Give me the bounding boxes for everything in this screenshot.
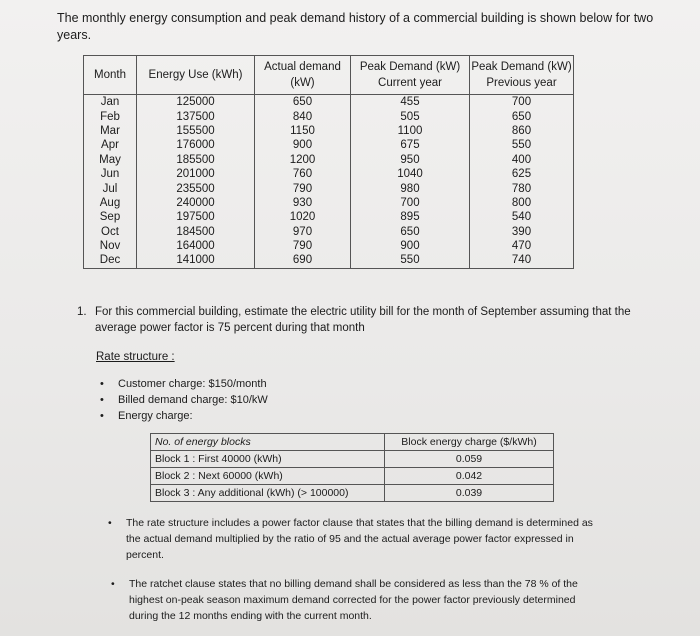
cell-peak-current: 900: [351, 239, 470, 253]
cell-actual-demand: 650: [255, 95, 351, 110]
cell-actual-demand: 840: [255, 109, 351, 123]
header-month: Month: [84, 56, 137, 95]
cell-peak-current: 550: [351, 253, 470, 268]
cell-actual-demand: 760: [255, 167, 351, 181]
cell-month: Mar: [84, 124, 137, 138]
blocks-row: [151, 468, 554, 485]
rate-bullets: [100, 376, 268, 424]
table-row: [84, 153, 574, 167]
cell-peak-current: 895: [351, 210, 470, 224]
cell-actual-demand: 790: [255, 181, 351, 195]
question-1: [77, 304, 637, 336]
block-rate: 0.059: [385, 451, 554, 468]
table-row: [84, 109, 574, 123]
table-header-row: [84, 56, 574, 95]
bullet-dot: •: [111, 578, 115, 590]
cell-month: Sep: [84, 210, 137, 224]
block-label: Block 3 : Any additional (kWh) (> 100000): [151, 485, 385, 502]
cell-peak-previous: 540: [470, 210, 574, 224]
cell-peak-previous: 400: [470, 153, 574, 167]
cell-peak-current: 980: [351, 181, 470, 195]
ratchet-clause-text: The ratchet clause states that no billing demand shall be considered as less than the 78 % of the highest on-peak season maximum demand corrected for the power factor previously determined during the 12 months ending with the current month.: [129, 578, 578, 622]
cell-energy-use: 201000: [137, 167, 255, 181]
header-actual-demand: Actual demand (kW): [255, 56, 351, 95]
cell-energy-use: 240000: [137, 196, 255, 210]
cell-peak-previous: 740: [470, 253, 574, 268]
cell-peak-current: 650: [351, 225, 470, 239]
cell-actual-demand: 1020: [255, 210, 351, 224]
cell-peak-current: 950: [351, 153, 470, 167]
cell-peak-previous: 550: [470, 138, 574, 152]
cell-month: Jun: [84, 167, 137, 181]
question-text: For this commercial building, estimate the electric utility bill for the month of September assuming that the average power factor is 75 percent during that month: [95, 306, 631, 334]
energy-blocks-table: [150, 433, 554, 502]
cell-energy-use: 141000: [137, 253, 255, 268]
cell-peak-previous: 625: [470, 167, 574, 181]
table-row: [84, 95, 574, 110]
table-row: [84, 210, 574, 224]
blocks-header-left: No. of energy blocks: [151, 434, 385, 451]
cell-month: Apr: [84, 138, 137, 152]
cell-actual-demand: 970: [255, 225, 351, 239]
cell-peak-current: 1040: [351, 167, 470, 181]
cell-energy-use: 125000: [137, 95, 255, 110]
table-row: [84, 124, 574, 138]
cell-actual-demand: 790: [255, 239, 351, 253]
cell-actual-demand: 900: [255, 138, 351, 152]
cell-peak-previous: 860: [470, 124, 574, 138]
cell-month: May: [84, 153, 137, 167]
table-row: [84, 253, 574, 268]
cell-energy-use: 184500: [137, 225, 255, 239]
cell-peak-previous: 780: [470, 181, 574, 195]
cell-peak-current: 700: [351, 196, 470, 210]
cell-peak-previous: 470: [470, 239, 574, 253]
cell-energy-use: 164000: [137, 239, 255, 253]
cell-month: Jan: [84, 95, 137, 110]
table-row: [84, 138, 574, 152]
cell-energy-use: 176000: [137, 138, 255, 152]
intro-text: The monthly energy consumption and peak demand history of a commercial building is shown below for two years.: [57, 11, 654, 42]
power-factor-clause-text: The rate structure includes a power factor clause that states that the billing demand is determined as the actual demand multiplied by the ratio of 95 and the actual average power factor expressed in percent.: [126, 517, 593, 561]
cell-month: Dec: [84, 253, 137, 268]
cell-month: Jul: [84, 181, 137, 195]
cell-month: Nov: [84, 239, 137, 253]
table-row: [84, 181, 574, 195]
block-rate: 0.042: [385, 468, 554, 485]
cell-peak-previous: 800: [470, 196, 574, 210]
bullet-dot: •: [108, 517, 112, 529]
table-row: [84, 167, 574, 181]
bullet-energy-charge: • Energy charge:: [100, 408, 268, 424]
cell-month: Aug: [84, 196, 137, 210]
power-factor-clause: [108, 515, 596, 563]
header-peak-current: Peak Demand (kW) Current year: [351, 56, 470, 95]
energy-history-table: [83, 55, 574, 269]
rate-structure-title: Rate structure :: [96, 351, 175, 363]
cell-peak-current: 675: [351, 138, 470, 152]
cell-actual-demand: 1150: [255, 124, 351, 138]
cell-energy-use: 137500: [137, 109, 255, 123]
block-rate: 0.039: [385, 485, 554, 502]
header-peak-previous: Peak Demand (kW) Previous year: [470, 56, 574, 95]
table-row: [84, 239, 574, 253]
ratchet-clause: [111, 576, 599, 624]
cell-energy-use: 235500: [137, 181, 255, 195]
blocks-row: [151, 485, 554, 502]
cell-peak-current: 505: [351, 109, 470, 123]
cell-peak-previous: 390: [470, 225, 574, 239]
cell-peak-current: 1100: [351, 124, 470, 138]
cell-peak-previous: 700: [470, 95, 574, 110]
cell-energy-use: 185500: [137, 153, 255, 167]
blocks-header-row: [151, 434, 554, 451]
cell-month: Oct: [84, 225, 137, 239]
block-label: Block 1 : First 40000 (kWh): [151, 451, 385, 468]
cell-peak-previous: 650: [470, 109, 574, 123]
cell-actual-demand: 1200: [255, 153, 351, 167]
blocks-row: [151, 451, 554, 468]
table-row: [84, 196, 574, 210]
cell-month: Feb: [84, 109, 137, 123]
blocks-header-right: Block energy charge ($/kWh): [385, 434, 554, 451]
header-energy-use: Energy Use (kWh): [137, 56, 255, 95]
cell-actual-demand: 690: [255, 253, 351, 268]
bullet-demand-charge: • Billed demand charge: $10/kW: [100, 392, 268, 408]
cell-energy-use: 197500: [137, 210, 255, 224]
cell-peak-current: 455: [351, 95, 470, 110]
bullet-customer-charge: • Customer charge: $150/month: [100, 376, 268, 392]
block-label: Block 2 : Next 60000 (kWh): [151, 468, 385, 485]
table-row: [84, 225, 574, 239]
cell-actual-demand: 930: [255, 196, 351, 210]
cell-energy-use: 155500: [137, 124, 255, 138]
question-number: 1.: [77, 306, 87, 318]
